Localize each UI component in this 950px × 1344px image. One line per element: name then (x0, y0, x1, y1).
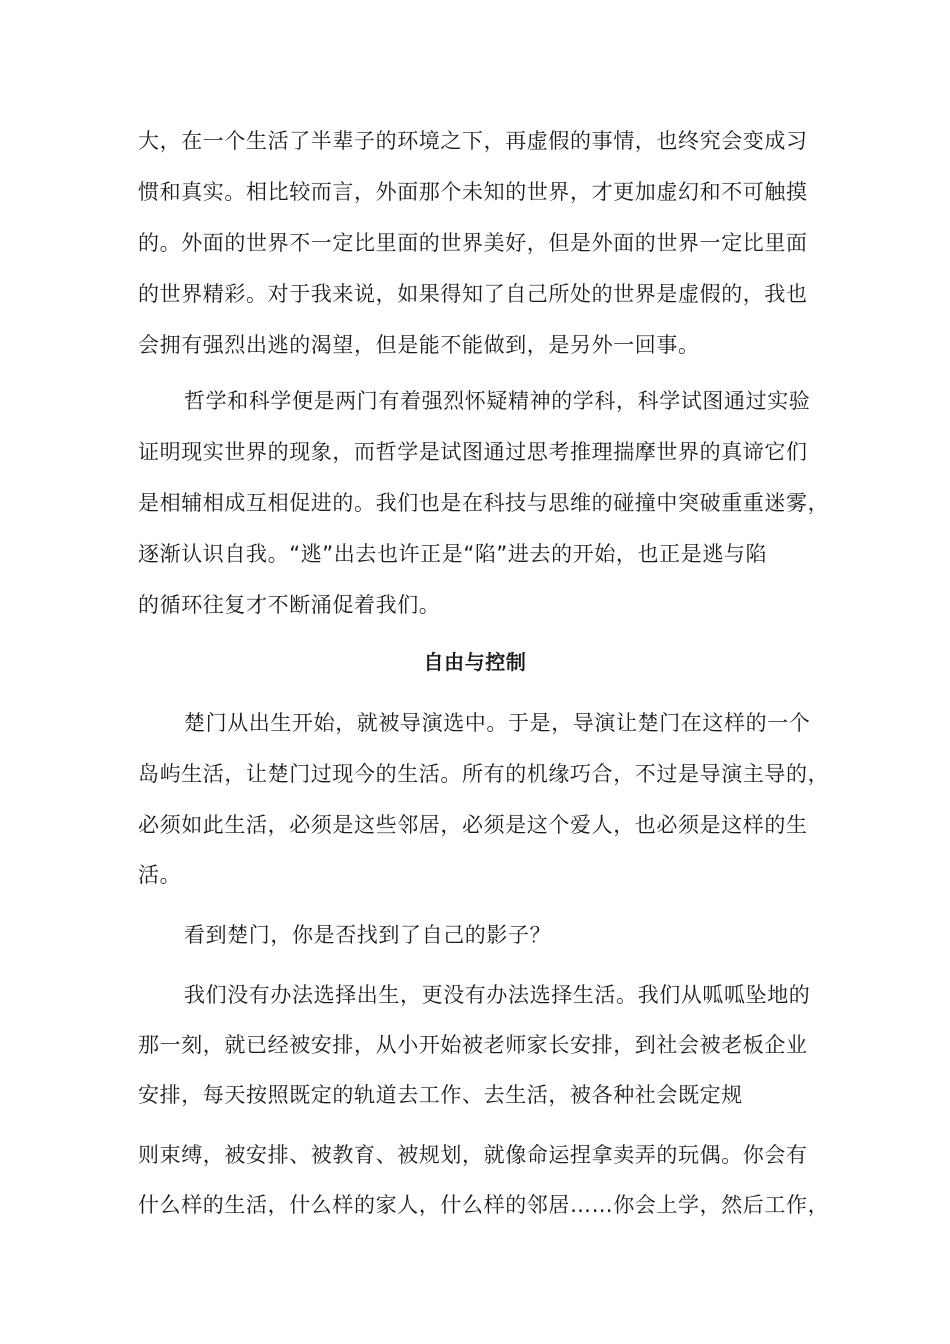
text-line: 那一刻，就已经被安排，从小开始被老师家长安排，到社会被老板企业 (138, 1033, 808, 1057)
text-line: 大，在一个生活了半辈子的环境之下，再虚假的事情，也终究会变成习 (138, 129, 808, 153)
text-line: 必须如此生活，必须是这些邻居，必须是这个爱人，也必须是这样的生 (138, 813, 808, 837)
text-line: 则束缚，被安排、被教育、被规划，就像命运捏拿卖弄的玩偶。你会有 (138, 1143, 808, 1167)
text-line: 惯和真实。相比较而言，外面那个未知的世界，才更加虚幻和不可触摸 (138, 180, 808, 204)
text-line: 活。 (138, 863, 182, 887)
text-line: 我们没有办法选择出生，更没有办法选择生活。我们从呱呱坠地的 (184, 983, 811, 1007)
text-line: 逐渐认识自我。“逃”出去也许正是“陷”进去的开始，也正是逃与陷 (138, 542, 768, 566)
text-line: 楚门从出生开始，就被导演选中。于是，导演让楚门在这样的一个 (184, 711, 811, 735)
text-line: 的循环往复才不断涌促着我们。 (138, 593, 441, 617)
text-line: 会拥有强烈出逃的渴望，但是能不能做到，是另外一回事。 (138, 333, 700, 357)
text-line: 安排，每天按照既定的轨道去工作、去生活，被各种社会既定规 (138, 1083, 743, 1107)
text-line: 是相辅相成互相促进的。我们也是在科技与思维的碰撞中突破重重迷雾， (138, 491, 830, 515)
section-heading: 自由与控制 (423, 650, 527, 674)
text-line: 岛屿生活，让楚门过现今的生活。所有的机缘巧合，不过是导演主导的， (138, 762, 830, 786)
text-line: 看到楚门，你是否找到了自己的影子？ (184, 923, 552, 947)
text-line: 什么样的生活，什么样的家人，什么样的邻居……你会上学，然后工作， (138, 1193, 830, 1217)
text-line: 证明现实世界的现象，而哲学是试图通过思考推理揣摩世界的真谛它们 (138, 440, 808, 464)
text-line: 的。外面的世界不一定比里面的世界美好，但是外面的世界一定比里面 (138, 231, 808, 255)
text-line: 的世界精彩。对于我来说，如果得知了自己所处的世界是虚假的，我也 (138, 282, 808, 306)
text-line: 哲学和科学便是两门有着强烈怀疑精神的学科，科学试图通过实验 (184, 389, 811, 413)
